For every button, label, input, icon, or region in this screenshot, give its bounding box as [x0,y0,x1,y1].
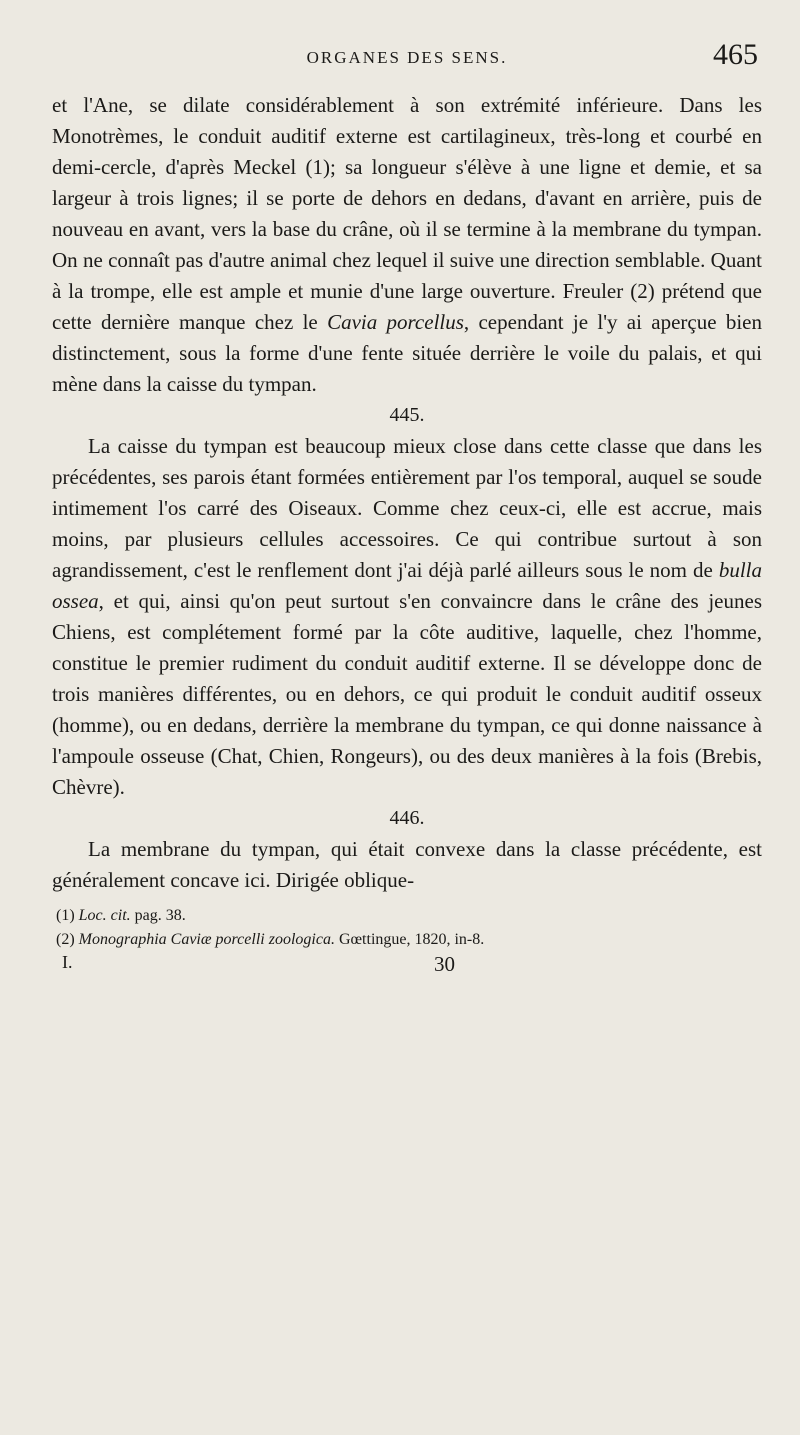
running-head: ORGANES DES SENS. [306,48,508,67]
paragraph-1-text-b: , cependant je l'y ai aperçue bien distinctement, sous la forme d'une fente située derrière le voile du palais, et qui mène dans la caisse du tympan. [52,310,763,396]
footnote-2-italic: Monographia Caviæ porcelli zoologica. [78,931,335,948]
page-header [52,38,762,90]
footnote-2-mark: (2) [56,931,79,948]
section-number-445: 445. [389,404,425,426]
paragraph-2-text-b: , et qui, ainsi qu'on peut surtout s'en convaincre dans le crâne des jeunes Chiens, est complétement formé par la côte auditive, laquelle, chez l'homme, constitue le premier rudiment du conduit auditif externe. Il se développe donc de trois manières différentes, ou en dehors, ce qui produit le conduit auditif osseux (homme), ou en dedans, derrière la membrane du tympan, ce qui donne naissance à l'ampoule osseuse (Chat, Chien, Rongeurs), ou des deux manières à la fois (Brebis, Chèvre). [52,589,762,799]
section-number-446: 446. [389,807,425,829]
paragraph-2-text-a: La caisse du tympan est beaucoup mieux close dans cette classe que dans les précédentes, ses parois étant formées entièrement par l'os temporal, auquel se soude intimement l'os carré des Oiseaux. Comme chez ceux-ci, elle est accrue, mais moins, par plusieurs cellules accessoires. Ce qui contribue surtout à son agrandissement, c'est le renflement dont j'ai déjà parlé ailleurs sous le nom de [52,434,762,582]
footnote-1-italic: Loc. cit. [78,907,131,924]
footnote-1-mark: (1) [56,907,79,924]
gathering-signature: 30 [434,952,455,976]
paragraph-1 [52,90,762,400]
footnote-2-text: Gœttingue, 1820, in-8. [334,931,485,948]
footnote-2 [56,928,762,952]
body-text [52,90,762,896]
page-number: 465 [713,38,758,71]
book-page [52,38,762,982]
paragraph-3: La membrane du tympan, qui était convexe dans la classe précédente, est généralement concave ici. Dirigée oblique- [52,837,762,892]
paragraph-1-text-a: et l'Ane, se dilate considérablement à son extrémité inférieure. Dans les Monotrèmes, le conduit auditif externe est cartilagineux, très-long et courbé en demi-cercle, d'après Meckel (1); sa longueur s'élève à une ligne et demie, et sa largeur à trois lignes; il se porte de dehors en dedans, d'avant en arrière, puis de nouveau en avant, vers la base du crâne, où il se termine à la membrane du tympan. On ne connaît pas d'autre animal chez lequel il suive une direction semblable. Quant à la trompe, elle est ample et munie d'une large ouverture. Freuler (2) prétend que cette dernière manque chez le [52,93,762,334]
paragraph-2 [52,431,762,803]
paragraph-1-italic: Cavia porcellus [327,310,464,334]
footnote-1 [56,904,762,928]
volume-signature: I. [62,952,73,972]
paragraph-2-italic: bulla ossea [52,558,762,613]
footnotes [52,904,762,952]
signature-row [52,952,762,982]
footnote-1-text: pag. 38. [130,907,186,924]
